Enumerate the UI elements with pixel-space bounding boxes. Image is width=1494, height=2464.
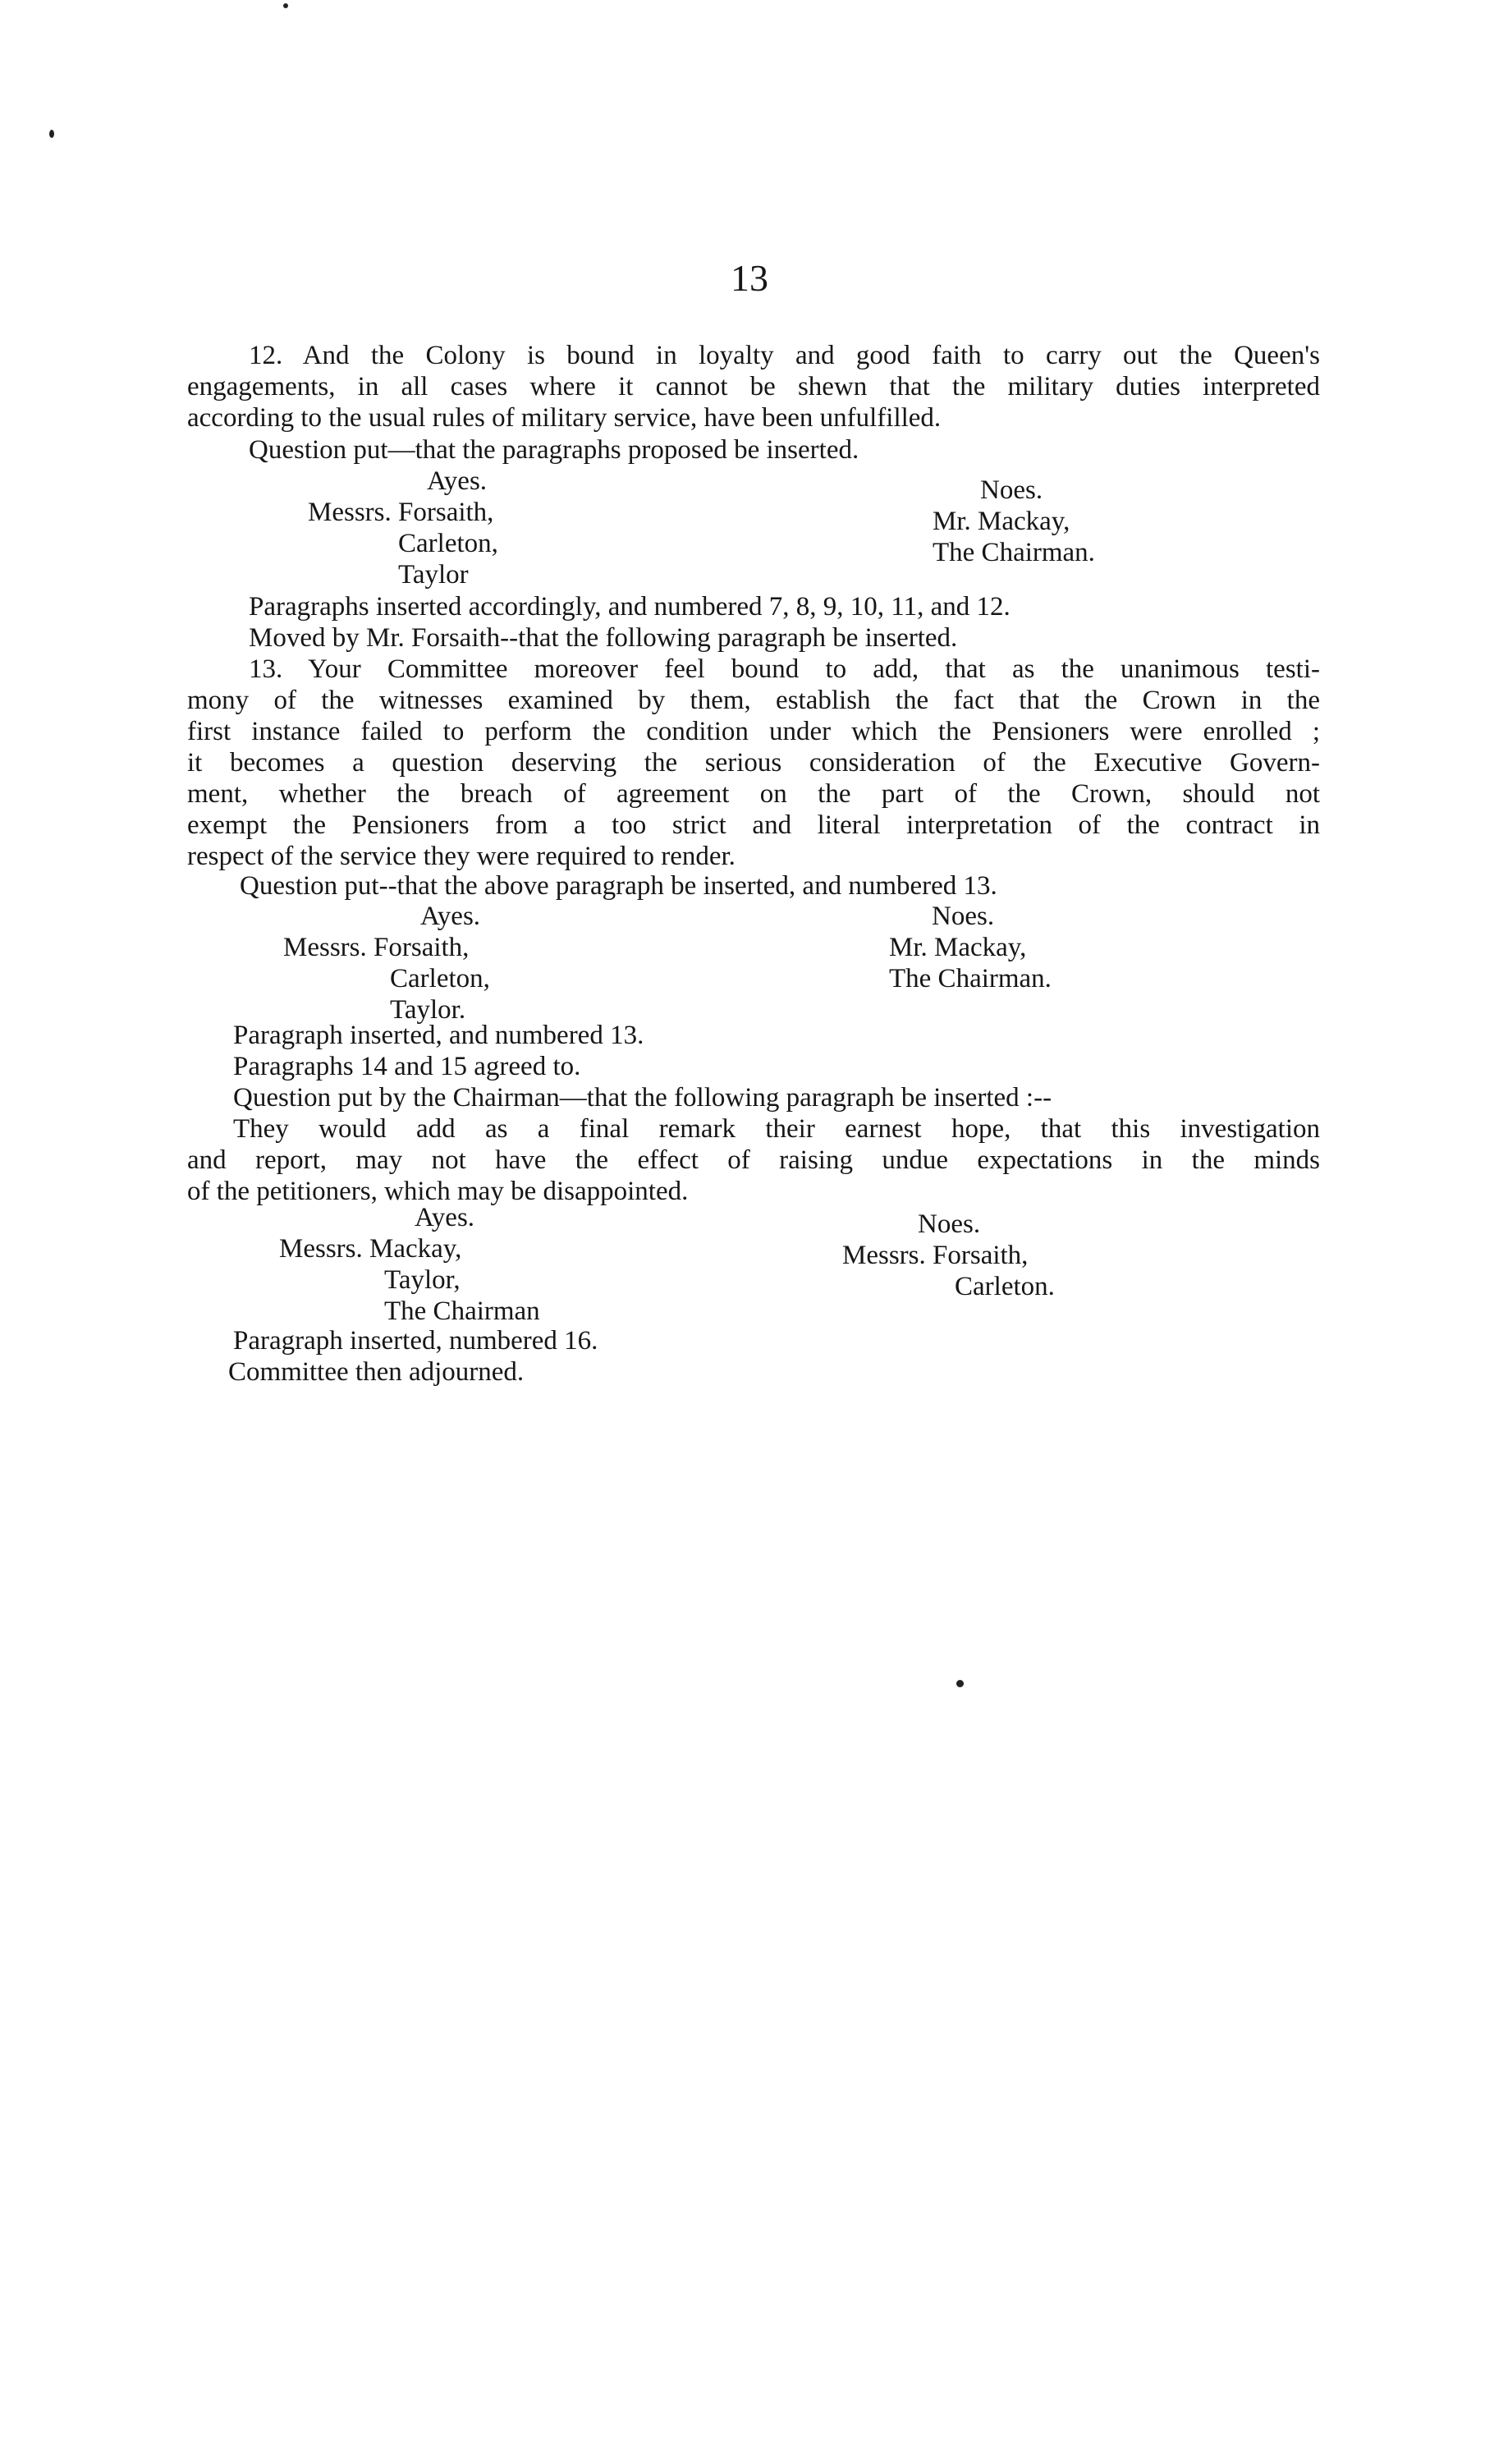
no-member: Carleton. bbox=[955, 1272, 1055, 1301]
aye-member: Taylor bbox=[398, 560, 469, 590]
noes-label: Noes. bbox=[918, 1209, 981, 1239]
paragraph-line: ment, whether the breach of agreement on the part of the Crown, should not bbox=[187, 779, 1320, 809]
results-2 bbox=[187, 1020, 1320, 1113]
aye-member: Messrs. Forsaith, bbox=[308, 498, 494, 527]
closing bbox=[187, 1325, 1320, 1388]
paragraph-line: it becomes a question deserving the serious consideration of the Executive Govern- bbox=[187, 748, 1320, 778]
ayes-label: Ayes. bbox=[427, 466, 488, 496]
page-number: 13 bbox=[731, 257, 768, 299]
vote-1-ayes bbox=[308, 466, 498, 590]
no-member: The Chairman. bbox=[889, 964, 1052, 993]
paragraph-line: and report, may not have the effect of raising undue expectations in the minds bbox=[187, 1145, 1320, 1175]
vote-1-noes bbox=[933, 475, 1095, 568]
motion-1: Moved by Mr. Forsaith--that the following paragraph be inserted. bbox=[249, 623, 958, 653]
result-1: Paragraphs inserted accordingly, and numbered 7, 8, 9, 10, 11, and 12. Moved by Mr. Forsaith--that the following paragraph be inserted. bbox=[187, 591, 1320, 654]
paragraph-16 bbox=[187, 1113, 1320, 1207]
paragraph-line: 12. And the Colony is bound in loyalty and good faith to carry out the Queen's bbox=[249, 341, 1320, 370]
paragraph-line: They would add as a final remark their earnest hope, that this investigation bbox=[233, 1114, 1320, 1144]
aye-member: The Chairman bbox=[384, 1296, 540, 1326]
no-member: The Chairman. bbox=[933, 538, 1095, 567]
paragraph-line: mony of the witnesses examined by them, establish the fact that the Crown in the bbox=[187, 686, 1320, 715]
paragraph-line: according to the usual rules of military service, have been unfulfilled. bbox=[187, 403, 942, 433]
paragraph-line: engagements, in all cases where it cannot be shewn that the military duties interpreted bbox=[187, 372, 1320, 401]
ayes-label: Ayes. bbox=[420, 902, 481, 931]
paragraph-line: respect of the service they were required to render. bbox=[187, 842, 736, 871]
aye-member: Carleton, bbox=[398, 529, 498, 558]
aye-member: Messrs. Forsaith, bbox=[283, 933, 470, 962]
vote-2-noes bbox=[889, 901, 1052, 994]
result-5: Committee then adjourned. bbox=[228, 1357, 525, 1387]
paragraph-line: 13. Your Committee moreover feel bound to add, that as the unanimous testi- bbox=[249, 654, 1320, 684]
noes-label: Noes. bbox=[980, 475, 1043, 505]
paragraph-12 bbox=[187, 340, 1320, 434]
no-member: Mr. Mackay, bbox=[933, 507, 1070, 536]
paragraph-line: exempt the Pensioners from a too strict and literal interpretation of the contract in bbox=[187, 810, 1320, 840]
question-2: Question put--that the above paragraph be inserted, and numbered 13. bbox=[240, 871, 997, 901]
no-member: Mr. Mackay, bbox=[889, 933, 1027, 962]
noes-label: Noes. bbox=[932, 902, 995, 931]
aye-member: Taylor, bbox=[384, 1265, 461, 1295]
aye-member: Taylor. bbox=[390, 995, 466, 1025]
aye-member: Messrs. Mackay, bbox=[279, 1234, 462, 1264]
result-2: Paragraph inserted, and numbered 13. bbox=[233, 1021, 644, 1050]
no-member: Messrs. Forsaith, bbox=[842, 1241, 1029, 1270]
paragraph-line: of the petitioners, which may be disappointed. bbox=[187, 1177, 689, 1206]
result-3: Paragraphs 14 and 15 agreed to. bbox=[233, 1052, 581, 1081]
scan-speck bbox=[49, 130, 54, 138]
vote-3-noes bbox=[842, 1209, 1055, 1302]
scan-speck bbox=[283, 3, 288, 8]
paragraph-13 bbox=[187, 654, 1320, 872]
ayes-label: Ayes. bbox=[415, 1203, 475, 1232]
paragraph-line: first instance failed to perform the condition under which the Pensioners were enrolled ; bbox=[187, 717, 1320, 746]
scan-speck bbox=[956, 1680, 964, 1687]
result-4: Paragraph inserted, numbered 16. bbox=[233, 1326, 598, 1356]
vote-2-ayes bbox=[283, 901, 490, 1026]
aye-member: Carleton, bbox=[390, 964, 490, 993]
question-3: Question put by the Chairman—that the following paragraph be inserted :-- bbox=[233, 1083, 1052, 1113]
question-1: Question put—that the paragraphs proposed be inserted. bbox=[249, 435, 859, 465]
vote-3-ayes bbox=[279, 1202, 540, 1327]
